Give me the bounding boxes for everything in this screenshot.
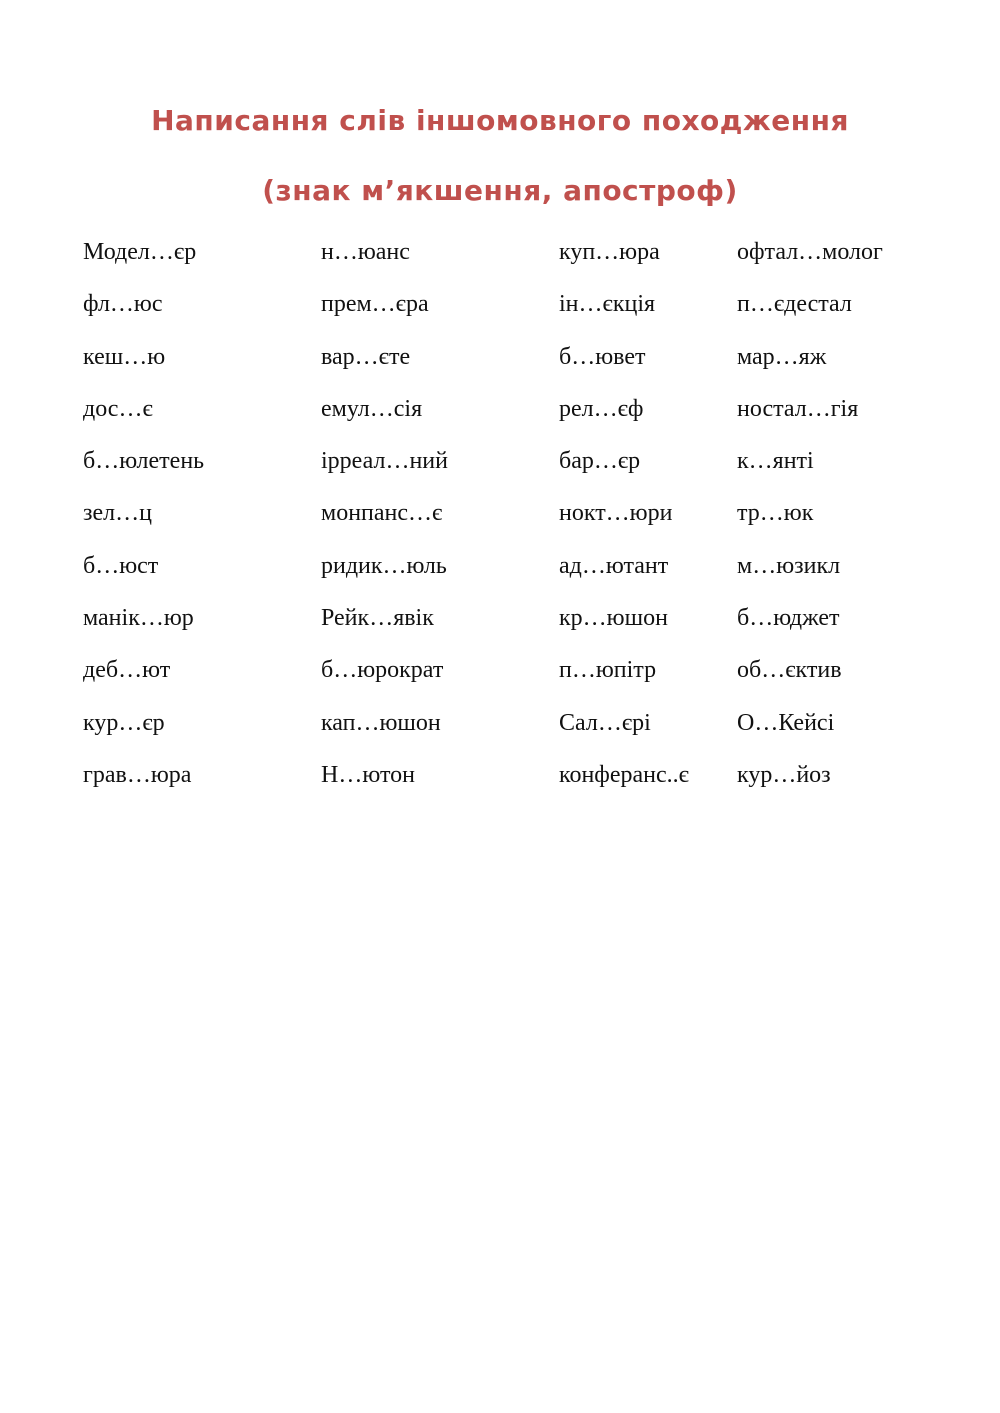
word-row <box>83 550 983 602</box>
word-cell: грав…юра <box>83 761 192 788</box>
word-cell: об…єктив <box>737 657 842 684</box>
word-cell: кур…йоз <box>737 761 831 788</box>
word-cell: б…юлетень <box>83 448 205 475</box>
word-cell: б…юрократ <box>321 657 444 684</box>
word-cell: ін…єкція <box>559 291 656 318</box>
word-cell: ад…ютант <box>559 552 669 579</box>
word-row <box>83 341 983 393</box>
word-cell: ностал…гія <box>737 395 859 422</box>
word-cell: м…юзикл <box>737 552 841 579</box>
word-cell: кр…юшон <box>559 605 668 632</box>
word-cell: куп…юра <box>559 239 660 265</box>
word-cell: б…юджет <box>737 605 840 632</box>
word-cell: Н…ютон <box>321 761 415 788</box>
word-cell: мар…яж <box>737 343 827 370</box>
word-row <box>83 236 983 288</box>
word-row <box>83 497 983 549</box>
word-cell: к…янті <box>737 448 814 475</box>
word-cell: манік…юр <box>83 605 194 632</box>
word-cell: Модел…єр <box>83 239 197 265</box>
word-cell: зел…ц <box>83 500 152 527</box>
word-row <box>83 288 983 340</box>
word-cell: б…ювет <box>559 343 646 370</box>
word-row <box>83 654 983 706</box>
word-cell: фл…юс <box>83 291 163 318</box>
word-cell: емул…сія <box>321 395 423 422</box>
word-cell: конферанс..є <box>559 761 689 788</box>
word-cell: кеш…ю <box>83 343 166 370</box>
word-row <box>83 759 983 811</box>
word-cell: ридик…юль <box>321 552 447 579</box>
word-cell: монпанс…є <box>321 500 443 527</box>
word-cell: н…юанс <box>321 239 410 265</box>
word-row <box>83 393 983 445</box>
word-cell: офтал…молог <box>737 239 883 265</box>
word-cell: О…Кейсі <box>737 709 835 736</box>
word-cell: б…юст <box>83 552 159 579</box>
page-subtitle: (знак м’якшення, апостроф) <box>262 174 738 207</box>
word-cell: п…єдестал <box>737 291 852 318</box>
word-row <box>83 707 983 759</box>
word-grid <box>83 236 983 811</box>
word-cell: прем…єра <box>321 291 429 318</box>
word-cell: Рейк…явік <box>321 605 434 632</box>
word-cell: кур…єр <box>83 709 165 736</box>
word-cell: Сал…єрі <box>559 709 651 736</box>
word-row <box>83 602 983 654</box>
word-cell: дос…є <box>83 395 153 422</box>
word-cell: нокт…юри <box>559 500 673 527</box>
word-cell: вар…єте <box>321 343 411 370</box>
word-cell: бар…єр <box>559 448 641 475</box>
word-cell: тр…юк <box>737 500 814 527</box>
word-row <box>83 445 983 497</box>
word-cell: рел…єф <box>559 395 644 422</box>
word-cell: кап…юшон <box>321 709 441 736</box>
word-cell: деб…ют <box>83 657 171 684</box>
word-cell: ірреал…ний <box>321 448 448 475</box>
page-title: Написання слів іншомовного походження <box>151 104 849 137</box>
word-cell: п…юпітр <box>559 657 657 684</box>
